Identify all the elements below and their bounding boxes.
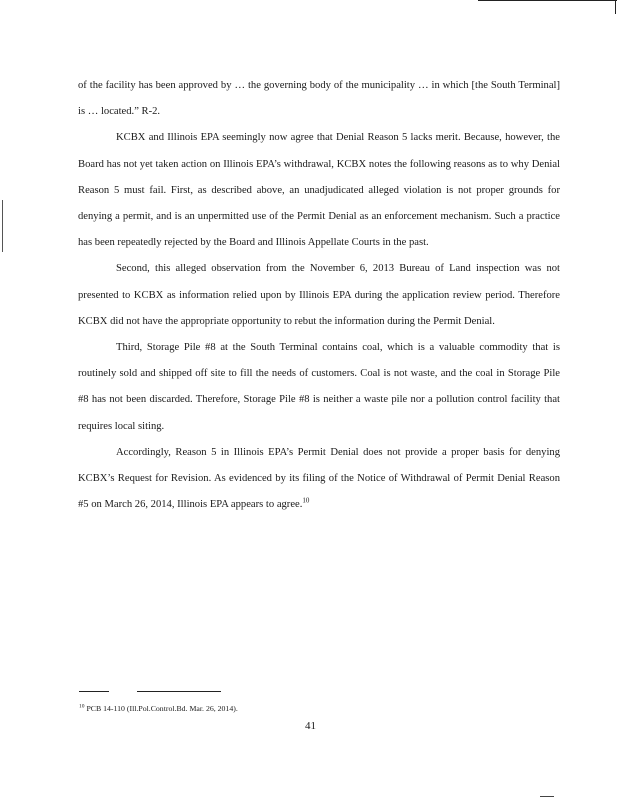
scan-margin-mark	[2, 200, 3, 252]
paragraph: of the facility has been approved by … the governing body of the municipality … in which [the South Terminal] is … located.” R-2.	[78, 80, 560, 118]
scan-edge-line	[615, 0, 616, 14]
paragraph: KCBX and Illinois EPA seemingly now agree that Denial Reason 5 lacks merit. Because, however, the Board has not yet taken action on Illinois EPA’s withdrawal, KCBX notes the following reasons as to why Denial Reason 5 must fail. First, as described above, an unadjudicated alleged violation is not proper grounds for denying a permit, and is an unpermitted use of the Permit Denial as an enforcement mechanism. Such a practice has been repeatedly rejected by the Board and Illinois Appellate Courts in the past.	[78, 132, 560, 249]
footnote	[79, 704, 238, 713]
paragraph: Second, this alleged observation from the November 6, 2013 Bureau of Land inspection was not presented to KCBX as information relied upon by Illinois EPA during the application review period. Therefore KCBX did not have the appropriate opportunity to rebut the information during the Permit Denial.	[78, 263, 560, 327]
footnote-separator	[137, 691, 221, 692]
scan-margin-mark	[540, 796, 554, 797]
footnote-reference: 10	[302, 496, 310, 505]
page-number: 41	[305, 720, 316, 732]
paragraph: Accordingly, Reason 5 in Illinois EPA’s Permit Denial does not provide a proper basis for denying KCBX’s Request for Revision. As evidenced by its filing of the Notice of Withdrawal of Permit Denial Reason #5 on March 26, 2014, Illinois EPA appears to agree.$^{10}$	[78, 446, 560, 511]
body-text	[78, 73, 560, 518]
footnote-marker: 10	[79, 703, 85, 710]
paragraph: Third, Storage Pile #8 at the South Terminal contains coal, which is a valuable commodity that is routinely sold and shipped off site to fill the needs of customers. Coal is not waste, and the coal in Storage Pile #8 has not been discarded. Therefore, Storage Pile #8 is neither a waste pile nor a pollution control facility that requires local siting.	[78, 342, 560, 432]
footnote-separator	[79, 691, 109, 692]
footnote-text: PCB 14-110 (Ill.Pol.Control.Bd. Mar. 26, 2014).	[86, 704, 238, 713]
scan-edge-line	[478, 0, 617, 1]
